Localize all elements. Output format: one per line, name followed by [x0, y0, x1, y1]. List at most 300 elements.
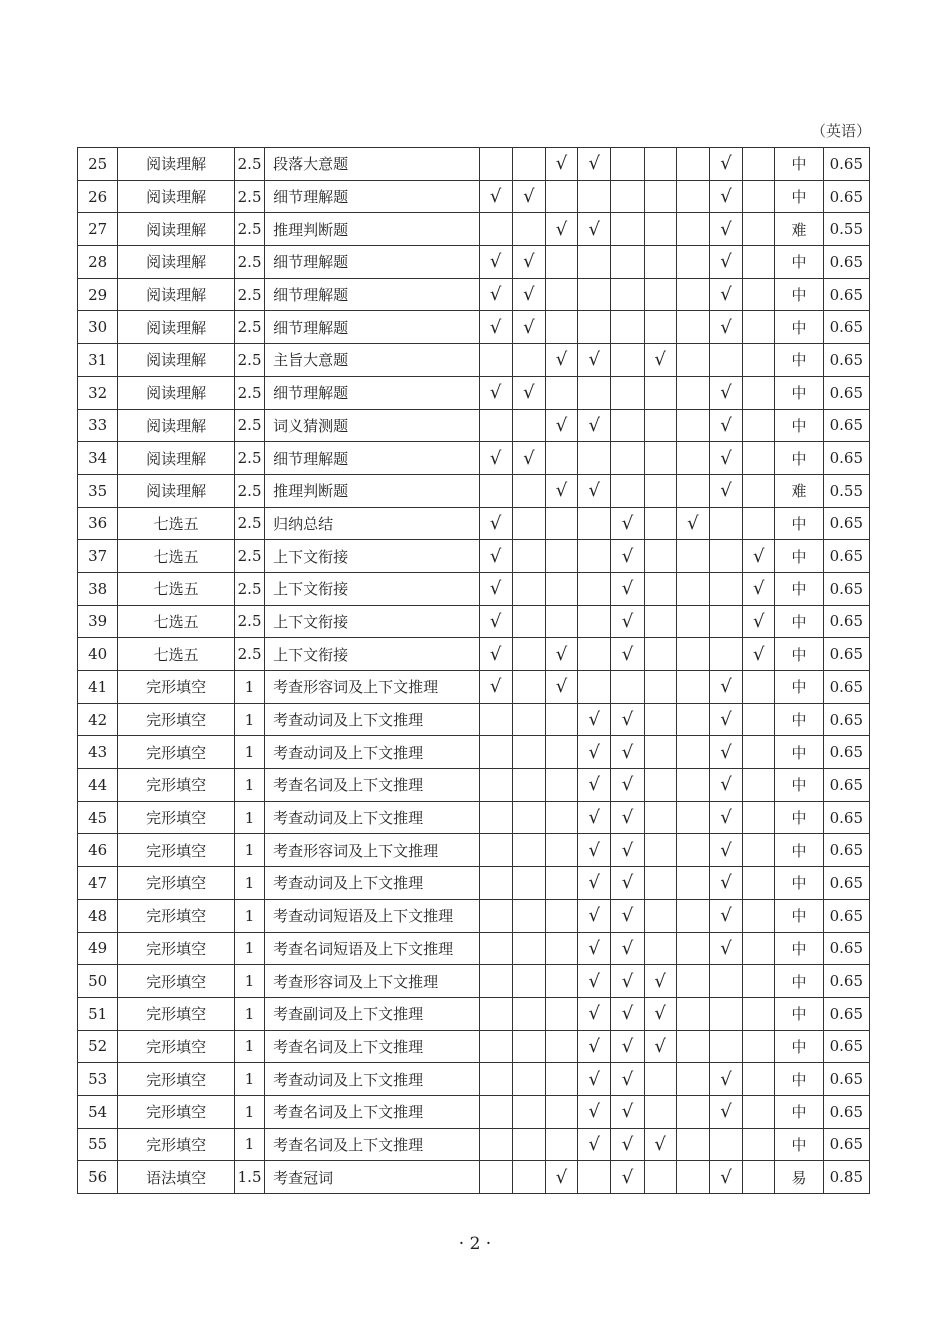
check-cell: [578, 572, 611, 605]
check-cell: [611, 148, 644, 181]
check-cell: [644, 638, 676, 671]
check-cell: √: [479, 311, 512, 344]
question-type-cell: 七选五: [118, 605, 235, 638]
difficulty-cell: 中: [775, 278, 823, 311]
difficulty-coefficient-cell: 0.65: [823, 311, 869, 344]
difficulty-cell: 中: [775, 899, 823, 932]
table-body: [78, 148, 870, 1194]
description-cell: 考查动词及上下文推理: [265, 703, 479, 736]
check-cell: [676, 671, 709, 704]
check-cell: [676, 148, 709, 181]
question-number-cell: 50: [78, 965, 118, 998]
check-cell: √: [709, 246, 742, 279]
check-cell: [512, 965, 545, 998]
check-cell: [644, 474, 676, 507]
check-cell: [611, 213, 644, 246]
check-cell: √: [709, 1063, 742, 1096]
check-cell: [676, 474, 709, 507]
check-cell: √: [545, 671, 577, 704]
table-row: [78, 1161, 870, 1194]
table-row: [78, 997, 870, 1030]
check-cell: [545, 180, 577, 213]
score-cell: 2.5: [234, 442, 264, 475]
check-cell: [743, 1095, 775, 1128]
difficulty-cell: 易: [775, 1161, 823, 1194]
difficulty-coefficient-cell: 0.65: [823, 997, 869, 1030]
check-cell: [578, 540, 611, 573]
question-number-cell: 31: [78, 344, 118, 377]
check-cell: [479, 1161, 512, 1194]
difficulty-cell: 中: [775, 376, 823, 409]
score-cell: 1: [234, 801, 264, 834]
check-cell: [644, 180, 676, 213]
check-cell: [611, 180, 644, 213]
check-cell: [479, 1095, 512, 1128]
check-cell: [611, 409, 644, 442]
question-type-cell: 完形填空: [118, 867, 235, 900]
check-cell: [676, 213, 709, 246]
difficulty-coefficient-cell: 0.55: [823, 213, 869, 246]
check-cell: [709, 572, 742, 605]
check-cell: [644, 442, 676, 475]
difficulty-coefficient-cell: 0.65: [823, 703, 869, 736]
description-cell: 考查动词及上下文推理: [265, 1063, 479, 1096]
check-cell: [676, 344, 709, 377]
difficulty-coefficient-cell: 0.65: [823, 1030, 869, 1063]
score-cell: 1: [234, 1063, 264, 1096]
check-cell: √: [709, 736, 742, 769]
check-cell: [578, 507, 611, 540]
check-cell: √: [479, 507, 512, 540]
difficulty-coefficient-cell: 0.65: [823, 540, 869, 573]
difficulty-cell: 中: [775, 638, 823, 671]
question-number-cell: 25: [78, 148, 118, 181]
check-cell: √: [611, 769, 644, 802]
difficulty-cell: 中: [775, 997, 823, 1030]
check-cell: [479, 344, 512, 377]
check-cell: [479, 148, 512, 181]
difficulty-cell: 中: [775, 867, 823, 900]
check-cell: [479, 932, 512, 965]
score-cell: 2.5: [234, 507, 264, 540]
question-type-cell: 阅读理解: [118, 409, 235, 442]
check-cell: [644, 1161, 676, 1194]
check-cell: √: [709, 932, 742, 965]
question-number-cell: 38: [78, 572, 118, 605]
check-cell: [512, 736, 545, 769]
check-cell: √: [545, 148, 577, 181]
difficulty-coefficient-cell: 0.65: [823, 638, 869, 671]
score-cell: 1: [234, 1030, 264, 1063]
check-cell: [479, 1128, 512, 1161]
check-cell: [512, 671, 545, 704]
check-cell: [676, 442, 709, 475]
difficulty-cell: 中: [775, 180, 823, 213]
check-cell: √: [644, 1128, 676, 1161]
check-cell: [743, 932, 775, 965]
description-cell: 考查名词短语及上下文推理: [265, 932, 479, 965]
question-type-cell: 阅读理解: [118, 246, 235, 279]
score-cell: 1: [234, 671, 264, 704]
check-cell: [743, 1030, 775, 1063]
check-cell: [676, 899, 709, 932]
check-cell: [676, 180, 709, 213]
difficulty-coefficient-cell: 0.65: [823, 899, 869, 932]
question-number-cell: 32: [78, 376, 118, 409]
table-row: [78, 1063, 870, 1096]
check-cell: √: [479, 246, 512, 279]
description-cell: 细节理解题: [265, 311, 479, 344]
check-cell: √: [743, 572, 775, 605]
check-cell: √: [578, 1030, 611, 1063]
description-cell: 上下文衔接: [265, 638, 479, 671]
question-number-cell: 39: [78, 605, 118, 638]
check-cell: [743, 671, 775, 704]
question-number-cell: 33: [78, 409, 118, 442]
check-cell: [512, 540, 545, 573]
table-row: [78, 572, 870, 605]
difficulty-coefficient-cell: 0.65: [823, 736, 869, 769]
table-row: [78, 1095, 870, 1128]
check-cell: [611, 442, 644, 475]
table-row: [78, 442, 870, 475]
question-type-cell: 七选五: [118, 572, 235, 605]
check-cell: [578, 671, 611, 704]
check-cell: √: [611, 1063, 644, 1096]
difficulty-coefficient-cell: 0.65: [823, 344, 869, 377]
table-row: [78, 801, 870, 834]
check-cell: [644, 1095, 676, 1128]
check-cell: √: [709, 409, 742, 442]
check-cell: √: [611, 1030, 644, 1063]
question-number-cell: 42: [78, 703, 118, 736]
check-cell: [512, 148, 545, 181]
check-cell: [676, 769, 709, 802]
description-cell: 考查名词及上下文推理: [265, 1030, 479, 1063]
check-cell: [611, 278, 644, 311]
check-cell: [743, 1161, 775, 1194]
check-cell: [676, 1095, 709, 1128]
check-cell: [743, 278, 775, 311]
check-cell: [512, 1063, 545, 1096]
question-number-cell: 29: [78, 278, 118, 311]
difficulty-cell: 中: [775, 1063, 823, 1096]
difficulty-coefficient-cell: 0.65: [823, 409, 869, 442]
score-cell: 1: [234, 703, 264, 736]
check-cell: [644, 278, 676, 311]
difficulty-cell: 中: [775, 1030, 823, 1063]
check-cell: √: [709, 834, 742, 867]
difficulty-cell: 中: [775, 1128, 823, 1161]
check-cell: [743, 899, 775, 932]
difficulty-cell: 难: [775, 474, 823, 507]
question-number-cell: 45: [78, 801, 118, 834]
check-cell: [545, 736, 577, 769]
table-row: [78, 769, 870, 802]
check-cell: [644, 246, 676, 279]
check-cell: √: [545, 213, 577, 246]
check-cell: [743, 376, 775, 409]
table-row: [78, 899, 870, 932]
difficulty-cell: 中: [775, 1095, 823, 1128]
check-cell: √: [709, 376, 742, 409]
check-cell: [743, 213, 775, 246]
question-type-cell: 完形填空: [118, 1030, 235, 1063]
check-cell: [709, 1128, 742, 1161]
check-cell: √: [709, 801, 742, 834]
check-cell: [676, 246, 709, 279]
check-cell: [512, 1095, 545, 1128]
question-type-cell: 阅读理解: [118, 180, 235, 213]
question-number-cell: 49: [78, 932, 118, 965]
difficulty-coefficient-cell: 0.65: [823, 801, 869, 834]
check-cell: √: [611, 801, 644, 834]
score-cell: 2.5: [234, 638, 264, 671]
table-row: [78, 965, 870, 998]
check-cell: √: [709, 703, 742, 736]
check-cell: √: [644, 344, 676, 377]
question-type-cell: 完形填空: [118, 671, 235, 704]
check-cell: √: [611, 1161, 644, 1194]
check-cell: [644, 213, 676, 246]
check-cell: [479, 213, 512, 246]
check-cell: [676, 638, 709, 671]
difficulty-cell: 中: [775, 834, 823, 867]
difficulty-cell: 中: [775, 442, 823, 475]
check-cell: [512, 834, 545, 867]
difficulty-cell: 中: [775, 311, 823, 344]
check-cell: √: [611, 572, 644, 605]
check-cell: [578, 605, 611, 638]
check-cell: √: [578, 736, 611, 769]
score-cell: 2.5: [234, 246, 264, 279]
check-cell: √: [545, 344, 577, 377]
description-cell: 考查名词及上下文推理: [265, 1095, 479, 1128]
question-type-cell: 阅读理解: [118, 311, 235, 344]
description-cell: 上下文衔接: [265, 572, 479, 605]
check-cell: √: [479, 180, 512, 213]
check-cell: [644, 311, 676, 344]
table-row: [78, 180, 870, 213]
check-cell: [545, 1063, 577, 1096]
check-cell: [512, 997, 545, 1030]
score-cell: 1: [234, 965, 264, 998]
score-cell: 1: [234, 997, 264, 1030]
check-cell: √: [545, 638, 577, 671]
check-cell: [578, 442, 611, 475]
description-cell: 考查形容词及上下文推理: [265, 834, 479, 867]
difficulty-cell: 中: [775, 671, 823, 704]
score-cell: 1: [234, 834, 264, 867]
question-type-cell: 阅读理解: [118, 344, 235, 377]
check-cell: √: [611, 997, 644, 1030]
check-cell: √: [479, 572, 512, 605]
check-cell: [545, 540, 577, 573]
check-cell: [512, 638, 545, 671]
check-cell: [545, 1095, 577, 1128]
check-cell: [512, 932, 545, 965]
check-cell: [512, 801, 545, 834]
difficulty-coefficient-cell: 0.65: [823, 1128, 869, 1161]
check-cell: [545, 769, 577, 802]
table-row: [78, 376, 870, 409]
check-cell: [512, 1128, 545, 1161]
check-cell: √: [743, 638, 775, 671]
check-cell: [545, 932, 577, 965]
check-cell: [676, 1030, 709, 1063]
check-cell: [545, 899, 577, 932]
check-cell: [479, 1030, 512, 1063]
score-cell: 1: [234, 1095, 264, 1128]
question-number-cell: 30: [78, 311, 118, 344]
description-cell: 考查形容词及上下文推理: [265, 671, 479, 704]
description-cell: 考查动词及上下文推理: [265, 867, 479, 900]
question-number-cell: 48: [78, 899, 118, 932]
check-cell: [545, 834, 577, 867]
question-number-cell: 55: [78, 1128, 118, 1161]
score-cell: 1: [234, 769, 264, 802]
description-cell: 考查形容词及上下文推理: [265, 965, 479, 998]
check-cell: √: [709, 474, 742, 507]
difficulty-cell: 中: [775, 507, 823, 540]
check-cell: [709, 507, 742, 540]
difficulty-cell: 中: [775, 605, 823, 638]
score-cell: 2.5: [234, 605, 264, 638]
check-cell: [512, 605, 545, 638]
check-cell: √: [545, 1161, 577, 1194]
check-cell: [479, 867, 512, 900]
check-cell: [545, 703, 577, 736]
check-cell: [545, 246, 577, 279]
table-row: [78, 409, 870, 442]
check-cell: √: [545, 409, 577, 442]
description-cell: 细节理解题: [265, 180, 479, 213]
description-cell: 上下文衔接: [265, 605, 479, 638]
check-cell: [644, 867, 676, 900]
check-cell: [676, 801, 709, 834]
check-cell: [512, 344, 545, 377]
check-cell: √: [644, 1030, 676, 1063]
difficulty-cell: 中: [775, 572, 823, 605]
description-cell: 推理判断题: [265, 474, 479, 507]
check-cell: √: [709, 311, 742, 344]
check-cell: √: [611, 834, 644, 867]
check-cell: √: [479, 376, 512, 409]
check-cell: √: [578, 703, 611, 736]
check-cell: √: [709, 278, 742, 311]
check-cell: √: [611, 1128, 644, 1161]
check-cell: [644, 1063, 676, 1096]
check-cell: √: [709, 180, 742, 213]
check-cell: [644, 376, 676, 409]
check-cell: √: [709, 867, 742, 900]
difficulty-coefficient-cell: 0.65: [823, 148, 869, 181]
check-cell: [743, 344, 775, 377]
check-cell: [479, 703, 512, 736]
table-row: [78, 834, 870, 867]
description-cell: 考查名词及上下文推理: [265, 769, 479, 802]
check-cell: √: [611, 899, 644, 932]
subject-label: （英语）: [810, 122, 871, 140]
check-cell: √: [578, 932, 611, 965]
question-number-cell: 36: [78, 507, 118, 540]
check-cell: [676, 311, 709, 344]
check-cell: [644, 834, 676, 867]
question-number-cell: 37: [78, 540, 118, 573]
check-cell: [512, 867, 545, 900]
check-cell: [578, 246, 611, 279]
description-cell: 段落大意题: [265, 148, 479, 181]
check-cell: √: [512, 180, 545, 213]
check-cell: √: [578, 801, 611, 834]
check-cell: [512, 213, 545, 246]
table-row: [78, 540, 870, 573]
check-cell: √: [578, 344, 611, 377]
check-cell: √: [611, 736, 644, 769]
question-type-cell: 阅读理解: [118, 213, 235, 246]
check-cell: [676, 736, 709, 769]
check-cell: √: [709, 442, 742, 475]
check-cell: √: [644, 965, 676, 998]
difficulty-coefficient-cell: 0.65: [823, 1063, 869, 1096]
difficulty-cell: 中: [775, 409, 823, 442]
check-cell: [611, 671, 644, 704]
table-row: [78, 867, 870, 900]
difficulty-cell: 中: [775, 344, 823, 377]
check-cell: [545, 605, 577, 638]
description-cell: 词义猜测题: [265, 409, 479, 442]
question-type-cell: 完形填空: [118, 965, 235, 998]
check-cell: √: [611, 965, 644, 998]
check-cell: [611, 246, 644, 279]
score-cell: 1: [234, 899, 264, 932]
question-type-cell: 语法填空: [118, 1161, 235, 1194]
check-cell: √: [709, 671, 742, 704]
table-row: [78, 736, 870, 769]
check-cell: [743, 801, 775, 834]
check-cell: √: [578, 899, 611, 932]
score-cell: 2.5: [234, 376, 264, 409]
check-cell: [676, 540, 709, 573]
check-cell: √: [578, 965, 611, 998]
check-cell: √: [611, 703, 644, 736]
check-cell: [644, 671, 676, 704]
check-cell: √: [578, 867, 611, 900]
question-number-cell: 35: [78, 474, 118, 507]
check-cell: [644, 736, 676, 769]
check-cell: [512, 572, 545, 605]
score-cell: 1.5: [234, 1161, 264, 1194]
check-cell: √: [578, 1063, 611, 1096]
description-cell: 上下文衔接: [265, 540, 479, 573]
difficulty-cell: 中: [775, 965, 823, 998]
check-cell: [479, 736, 512, 769]
description-cell: 细节理解题: [265, 278, 479, 311]
table-row: [78, 638, 870, 671]
check-cell: √: [479, 671, 512, 704]
check-cell: √: [479, 278, 512, 311]
check-cell: [676, 376, 709, 409]
difficulty-coefficient-cell: 0.85: [823, 1161, 869, 1194]
check-cell: [479, 965, 512, 998]
table-row: [78, 932, 870, 965]
difficulty-coefficient-cell: 0.65: [823, 671, 869, 704]
score-cell: 2.5: [234, 180, 264, 213]
check-cell: √: [512, 311, 545, 344]
check-cell: [676, 997, 709, 1030]
check-cell: [479, 769, 512, 802]
score-cell: 2.5: [234, 213, 264, 246]
